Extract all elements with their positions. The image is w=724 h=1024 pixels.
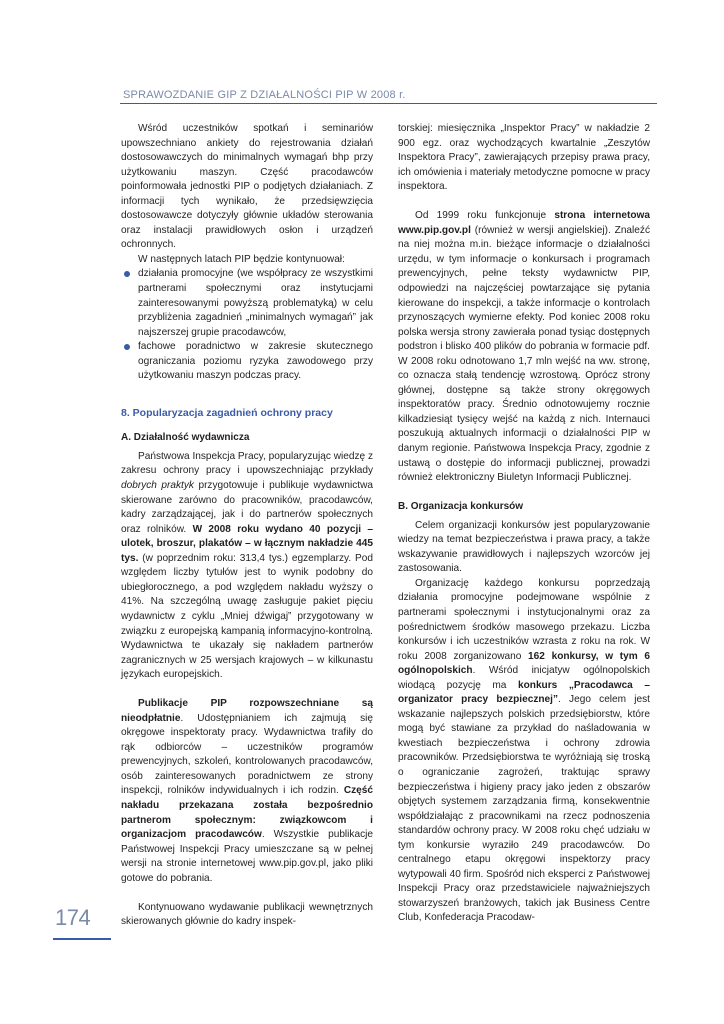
page-number: 174 bbox=[55, 905, 91, 930]
bullet-item bbox=[121, 267, 373, 340]
bullet-text: działania promocyjne (we współpracy ze wszystkimi partnerami społecznymi oraz instytucjami zainteresowanymi powyższą problematyką) w celu przybliżenia zagadnień „minimalnych wymagań” jak najszerszej grupie pracodawców, bbox=[138, 268, 373, 338]
paragraph: torskiej: miesięcznika „Inspektor Pracy” w nakładzie 2 900 egz. oraz wychodzących kwartalnie „Zeszytów Inspektora Pracy”, zawierających przepisy prawa pracy, ich omówienia i materiały metodyczne pomocne w pracy inspektora. bbox=[398, 123, 650, 193]
bullet-icon bbox=[124, 344, 130, 350]
left-column bbox=[121, 122, 373, 930]
bullet-icon bbox=[124, 271, 130, 277]
running-header: SPRAWOZDANIE GIP Z DZIAŁALNOŚCI PIP W 2008 r. bbox=[123, 89, 406, 101]
right-column bbox=[398, 122, 650, 926]
paragraph: Celem organizacji konkursów jest popularyzowanie wiedzy na temat bezpieczeństwa i prawa pracy, a także wskazywanie prawidłowych i najlepszych wzorców jej zastosowania. bbox=[398, 519, 650, 575]
paragraph: Państwowa Inspekcja Pracy, popularyzując wiedzę z zakresu ochrony pracy i upowszechniając przykłady dobrych praktyk przygotowuje i publikuje wydawnictwa skierowane zarówno do pracowników, pracodawców, kadry zarządzającej, jak i do partnerów społecznych oraz rolników. W 2008 roku wydano 40 pozycji – ulotek, broszur, plakatów – w łącznym nakładzie 445 tys. (w poprzednim roku: 313,4 tys.) egzemplarzy. Pod względem liczby tytułów jest to wynik podobny do ubiegłorocznego, a pod względem nakładu wyższy o 41%. Na szczególną uwagę zasługuje pakiet pięciu wydawnictw z cyklu „Mniej dźwigaj” przygotowany w związku z europejską kampanią informacyjno-kontrolną. Wydawnictwa te ukazały się nakładem partnerów zagranicznych w 25 wersjach krajowych – w kilkunastu językach europejskich. bbox=[121, 450, 374, 681]
bullet-text: fachowe poradnictwo w zakresie skutecznego ograniczania poziomu ryzyka zawodowego przy użytkowaniu maszyn podczas pracy. bbox=[138, 341, 373, 382]
bullet-item bbox=[121, 340, 373, 384]
page-number-rule bbox=[53, 938, 111, 940]
header-rule bbox=[120, 103, 657, 104]
subsection-title: A. Działalność wydawnicza bbox=[121, 432, 250, 444]
bullet-list bbox=[121, 267, 373, 383]
section-title: 8. Popularyzacja zagadnień ochrony pracy bbox=[121, 406, 333, 419]
paragraph: Publikacje PIP rozpowszechniane są nieodpłatnie. Udostępnianiem ich zajmują się okręgowe inspektoraty pracy. Wydawnictwa trafiły do rąk odbiorców – uczestników programów prewencyjnych, szkoleń, kontrolowanych pracodawców, osób zainteresowanych poradnictwem ze strony inspekcji, rolników indywidualnych i ich rodzin. Część nakładu przekazana została bezpośrednio partnerom społecznym: związkowcom i organizacjom pracodawców. Wszystkie publikacje Państwowej Inspekcji Pracy umieszczane są w pełnej wersji na stronie internetowej www.pip.gov.pl, jako pliki gotowe do pobrania. bbox=[121, 698, 373, 884]
paragraph: Wśród uczestników spotkań i seminariów upowszechniano ankiety do rejestrowania działań dostosowawczych do minimalnych wymagań bhp przy użytkowaniu maszyn. Część pracodawców poinformowała jednostki PIP o podjętych działaniach. Z informacji tych wynikało, że przedsięwzięcia dostosowawcze dotyczyły głównie układów sterowania oraz instalacji prawidłowych osłon i urządzeń ochronnych. bbox=[121, 123, 373, 251]
subsection-title: B. Organizacja konkursów bbox=[398, 501, 524, 513]
paragraph: Organizację każdego konkursu poprzedzają działania promocyjne podejmowane wspólnie z partnerami społecznymi i instytucjonalnymi oraz za pośrednictwem środków masowego przekazu. Liczba konkursów i ich uczestników wzrasta z roku na rok. W roku 2008 zorganizowano 162 konkursy, w tym 6 ogólnopolskich. Wśród inicjatyw ogólnopolskich wiodącą pozycję ma konkurs „Pracodawca – organizator pracy bezpiecznej”. Jego celem jest wskazanie najlepszych polskich przedsiębiorstw, które mogą być stawiane za przykład do naśladowania w kwestiach bezpieczeństwa i ochrony zdrowia pracowników. Przedsiębiorstwa te wyróżniają się troską o ograniczanie zagrożeń, traktując sprawy bezpieczeństwa i higieny pracy jako jeden z obszarów objętych systemem zarządzania firmą, konsekwentnie współdziałając z pracownikami na rzecz podnoszenia standardów ochrony pracy. W 2008 roku chęć udziału w tym konkursie wyraziło 249 pracodawców. Do centralnego etapu okręgowi inspektorzy pracy wytypowali 40 firm. Spośród nich eksperci z Państwowej Inspekcji Pracy oraz przedstawiciele najważniejszych stowarzyszeń branżowych, takich jak Business Centre Club, Konfederacja Pracodaw- bbox=[398, 577, 650, 924]
paragraph: W następnych latach PIP będzie kontynuował: bbox=[138, 253, 345, 265]
paragraph: Od 1999 roku funkcjonuje strona internetowa www.pip.gov.pl (również w wersji angielskiej). Znaleźć na niej można m.in. bieżące informacje o działalności urzędu, w tym informacje o konkursach i programach prewencyjnych, pełne teksty wydawnictw PIP, odpowiedzi na najczęściej powtarzające się pytania kierowane do inspekcji, a także informacje o kontrolach przynoszących wymierne efekty. Pod koniec 2008 roku polska wersja strony zawierała ponad tysiąc dostępnych podstron i blisko 400 plików do pobrania w formacie pdf. W 2008 roku odnotowano 1,7 mln wejść na ww. stronę, co oznacza stałą tendencję wzrostową. Oprócz strony głównej, dostępne są także strony okręgowych inspektoratów pracy. Średnio odnotowujemy rocznie kilkadziesiąt tysięcy wejść na każdą z nich. Internauci poszukują aktualnych informacji o działalności PIP w danym regionie. Państwowa Inspekcja Pracy, zgodnie z ustawą o dostępie do informacji publicznej, prowadzi również elektroniczny Biuletyn Informacji Publicznej. bbox=[398, 210, 650, 484]
paragraph: Kontynuowano wydawanie publikacji wewnętrznych skierowanych głównie do kadry inspek- bbox=[121, 901, 373, 928]
